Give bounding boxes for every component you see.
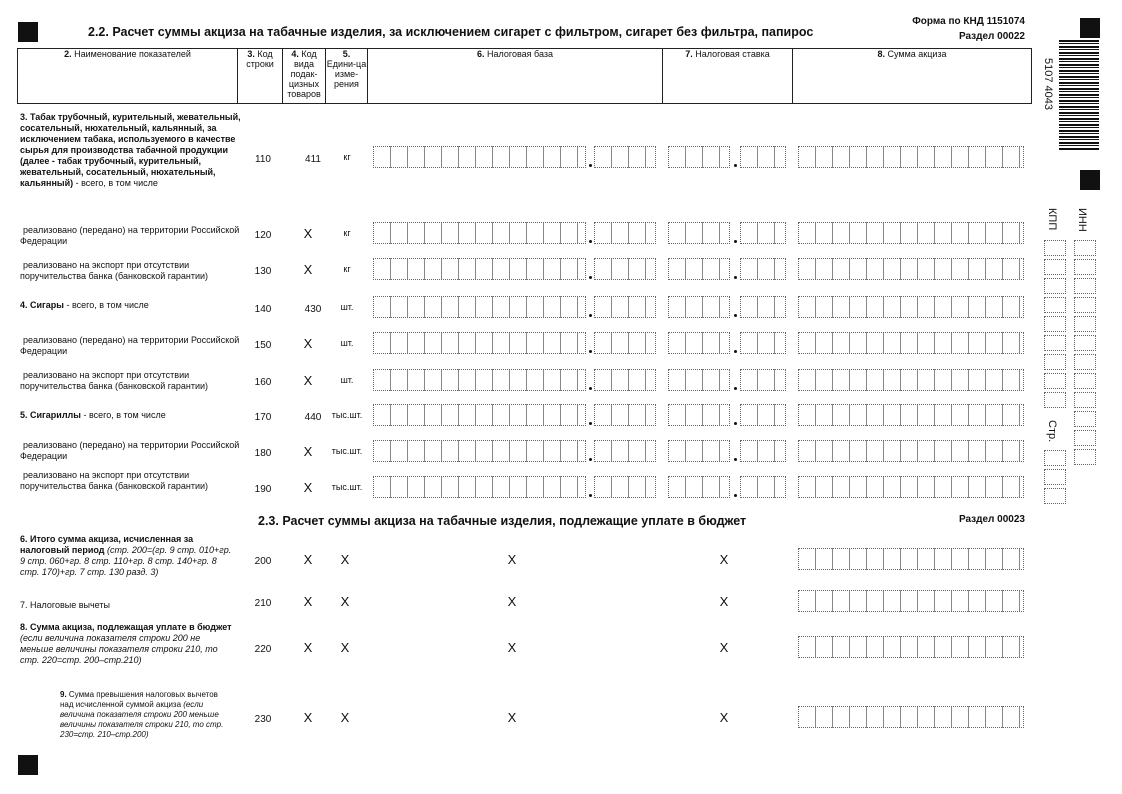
excise-sum-field[interactable] (798, 146, 1024, 168)
x-mark: X (507, 594, 517, 609)
tax-base-field[interactable] (373, 146, 586, 168)
section-23-title: 2.3. Расчет суммы акциза на табачные изделия, подлежащие уплате в бюджет (258, 514, 747, 528)
inn-digit-box[interactable] (1074, 278, 1096, 294)
inn-digit-box[interactable] (1074, 354, 1096, 370)
row-code: 200 (254, 556, 272, 567)
inn-digit-box[interactable] (1074, 411, 1096, 427)
row-label: реализовано (передано) на территории Российской Федерации (20, 335, 240, 356)
tax-rate-fraction-field[interactable] (740, 404, 786, 426)
unit-of-measure: тыс.шт. (331, 446, 363, 456)
row-label: 7. Налоговые вычеты (20, 600, 110, 610)
row-label: 9. Сумма превышения налоговых вычетов над исчисленной суммой акциза (если величина показателя строки 200 меньше величины показателя строки 210, то стр. 230=стр. 210–стр.200) (60, 690, 224, 739)
tax-base-fraction-field[interactable] (594, 258, 656, 280)
x-mark: X (719, 710, 729, 725)
tax-base-fraction-field[interactable] (594, 296, 656, 318)
kpp-digit-box[interactable] (1044, 335, 1066, 351)
row-label: 5. Сигариллы - всего, в том числе (20, 410, 166, 420)
header-col-rate: 7. Налоговая ставка (662, 48, 793, 104)
tax-rate-fraction-field[interactable] (740, 222, 786, 244)
decimal-point (734, 240, 737, 243)
kpp-digit-box[interactable] (1044, 278, 1066, 294)
x-mark: X (340, 710, 350, 725)
row-label: реализовано на экспорт при отсутствии поручительства банка (банковской гарантии) (20, 370, 209, 391)
tax-rate-fraction-field[interactable] (740, 146, 786, 168)
inn-digit-box[interactable] (1074, 259, 1096, 275)
tax-base-fraction-field[interactable] (594, 476, 656, 498)
decimal-point (734, 350, 737, 353)
excise-sum-field[interactable] (798, 476, 1024, 498)
unit-of-measure: шт. (340, 302, 354, 312)
product-type-code: 411 (305, 154, 321, 165)
x-mark: X (340, 640, 350, 655)
barcode (1059, 40, 1099, 150)
tax-base-fraction-field[interactable] (594, 404, 656, 426)
product-type-code: 430 (304, 304, 322, 315)
tax-base-field[interactable] (373, 296, 586, 318)
kpp-digit-box[interactable] (1044, 354, 1066, 370)
excise-sum-field[interactable] (798, 296, 1024, 318)
section-22-code: Раздел 00022 (958, 31, 1025, 42)
x-mark: X (719, 552, 729, 567)
tax-rate-field[interactable] (668, 369, 730, 391)
row-code: 180 (254, 448, 272, 459)
inn-digit-box[interactable] (1074, 392, 1096, 408)
decimal-point (589, 314, 592, 317)
row-code: 170 (254, 412, 272, 423)
decimal-point (589, 350, 592, 353)
header-col-code: 3. Код строки (237, 48, 283, 104)
inn-digit-box[interactable] (1074, 373, 1096, 389)
decimal-point (589, 164, 592, 167)
form-code: Форма по КНД 1151074 (912, 16, 1025, 27)
row-code: 190 (254, 484, 272, 495)
tax-rate-field[interactable] (668, 222, 730, 244)
registration-mark-right (1080, 170, 1100, 190)
x-mark: X (303, 552, 313, 567)
decimal-point (734, 164, 737, 167)
tax-base-fraction-field[interactable] (594, 332, 656, 354)
decimal-point (589, 494, 592, 497)
decimal-point (589, 240, 592, 243)
tax-base-field[interactable] (373, 369, 586, 391)
excise-sum-field[interactable] (798, 590, 1024, 612)
header-col-name: 2. Наименование показателей (17, 48, 238, 104)
page-digit-box[interactable] (1044, 488, 1066, 504)
unit-of-measure: тыс.шт. (331, 482, 363, 492)
page-label: Стр. (1046, 420, 1058, 443)
decimal-point (589, 458, 592, 461)
decimal-point (734, 458, 737, 461)
tax-rate-fraction-field[interactable] (740, 258, 786, 280)
unit-of-measure: кг (343, 152, 351, 162)
tax-rate-field[interactable] (668, 404, 730, 426)
x-mark: X (507, 710, 517, 725)
x-mark: X (340, 552, 350, 567)
page-digit-box[interactable] (1044, 450, 1066, 466)
decimal-point (734, 314, 737, 317)
decimal-point (589, 422, 592, 425)
tax-base-fraction-field[interactable] (594, 440, 656, 462)
tax-rate-field[interactable] (668, 258, 730, 280)
unit-of-measure: кг (343, 264, 351, 274)
x-mark: X (303, 262, 313, 277)
excise-sum-field[interactable] (798, 332, 1024, 354)
row-code: 150 (254, 340, 272, 351)
excise-sum-field[interactable] (798, 440, 1024, 462)
x-mark: X (719, 594, 729, 609)
registration-mark-top-left (18, 22, 38, 42)
inn-digit-box[interactable] (1074, 430, 1096, 446)
tax-rate-fraction-field[interactable] (740, 369, 786, 391)
header-col-type: 4. Код вида подак-цизных товаров (282, 48, 326, 104)
inn-digit-box[interactable] (1074, 316, 1096, 332)
tax-rate-fraction-field[interactable] (740, 332, 786, 354)
decimal-point (734, 422, 737, 425)
tax-rate-field[interactable] (668, 146, 730, 168)
tax-rate-fraction-field[interactable] (740, 440, 786, 462)
kpp-digit-box[interactable] (1044, 316, 1066, 332)
row-code: 120 (254, 230, 272, 241)
inn-digit-box[interactable] (1074, 297, 1096, 313)
excise-sum-field[interactable] (798, 222, 1024, 244)
x-mark: X (303, 373, 313, 388)
tax-base-field[interactable] (373, 258, 586, 280)
decimal-point (589, 387, 592, 390)
tax-base-field[interactable] (373, 476, 586, 498)
decimal-point (734, 276, 737, 279)
inn-digit-box[interactable] (1074, 335, 1096, 351)
kpp-digit-box[interactable] (1044, 259, 1066, 275)
tax-rate-fraction-field[interactable] (740, 296, 786, 318)
unit-of-measure: шт. (340, 375, 354, 385)
x-mark: X (303, 710, 313, 725)
excise-sum-field[interactable] (798, 706, 1024, 728)
row-code: 230 (254, 714, 272, 725)
excise-sum-field[interactable] (798, 636, 1024, 658)
x-mark: X (303, 336, 313, 351)
inn-digit-box[interactable] (1074, 449, 1096, 465)
barcode-number: 5107 4043 (1042, 58, 1054, 110)
row-label: 4. Сигары - всего, в том числе (20, 300, 149, 310)
page-digit-box[interactable] (1044, 469, 1066, 485)
tax-rate-field[interactable] (668, 440, 730, 462)
unit-of-measure: шт. (340, 338, 354, 348)
tax-base-field[interactable] (373, 440, 586, 462)
row-code: 140 (254, 304, 272, 315)
excise-sum-field[interactable] (798, 404, 1024, 426)
decimal-point (734, 494, 737, 497)
row-label: реализовано (передано) на территории Российской Федерации (20, 225, 240, 246)
x-mark: X (719, 640, 729, 655)
product-type-code: 440 (304, 412, 322, 423)
row-code: 160 (254, 377, 272, 388)
section-22-title: 2.2. Расчет суммы акциза на табачные изделия, за исключением сигарет с фильтром, сигарет без фильтра, папирос (88, 25, 814, 39)
unit-of-measure: кг (343, 228, 351, 238)
tax-base-field[interactable] (373, 222, 586, 244)
inn-label: ИНН (1076, 208, 1088, 232)
tax-base-fraction-field[interactable] (594, 369, 656, 391)
tax-base-field[interactable] (373, 332, 586, 354)
kpp-label: КПП (1046, 208, 1058, 231)
decimal-point (589, 276, 592, 279)
excise-sum-field[interactable] (798, 548, 1024, 570)
registration-mark-top-right (1080, 18, 1100, 38)
tax-rate-fraction-field[interactable] (740, 476, 786, 498)
section-23-code: Раздел 00023 (958, 514, 1025, 525)
row-label: 8. Сумма акциза, подлежащая уплате в бюджет (если величина показателя строки 200 не меньше величины показателя строки 210, то стр. 220=стр. 200–стр.210) (20, 622, 232, 665)
x-mark: X (303, 480, 313, 495)
x-mark: X (303, 594, 313, 609)
excise-sum-field[interactable] (798, 258, 1024, 280)
kpp-digit-box[interactable] (1044, 240, 1066, 256)
x-mark: X (340, 594, 350, 609)
row-label: 3. Табак трубочный, курительный, жевательный, сосательный, нюхательный, кальянный, за исключением табака, используемого в качестве сырья для производства табачной продукции (далее - табак трубочный, курительный, жевательный, сосательный, нюхательный, кальянный) - всего, в том числе (20, 112, 241, 188)
decimal-point (734, 387, 737, 390)
x-mark: X (303, 640, 313, 655)
header-col-unit: 5. Едини-ца изме-рения (325, 48, 368, 104)
x-mark: X (507, 552, 517, 567)
tax-base-fraction-field[interactable] (594, 146, 656, 168)
kpp-digit-box[interactable] (1044, 297, 1066, 313)
excise-sum-field[interactable] (798, 369, 1024, 391)
tax-rate-field[interactable] (668, 332, 730, 354)
tax-rate-field[interactable] (668, 296, 730, 318)
row-code: 220 (254, 644, 272, 655)
kpp-digit-box[interactable] (1044, 373, 1066, 389)
row-label: реализовано (передано) на территории Российской Федерации (20, 440, 240, 461)
x-mark: X (303, 226, 313, 241)
tax-rate-field[interactable] (668, 476, 730, 498)
unit-of-measure: тыс.шт. (331, 410, 363, 420)
row-label: реализовано на экспорт при отсутствии поручительства банка (банковской гарантии) (20, 470, 209, 491)
row-code: 210 (254, 598, 272, 609)
header-col-base: 6. Налоговая база (367, 48, 663, 104)
x-mark: X (507, 640, 517, 655)
row-label: реализовано на экспорт при отсутствии поручительства банка (банковской гарантии) (20, 260, 209, 281)
row-label: 6. Итого сумма акциза, исчисленная за налоговый период (стр. 200=(гр. 9 стр. 010+гр. 9 стр. 060+гр. 8 стр. 110+гр. 8 стр. 140+гр. 8 стр. 170)+гр. 7 стр. 130 разд. 3) (20, 534, 232, 577)
row-code: 130 (254, 266, 272, 277)
tax-base-fraction-field[interactable] (594, 222, 656, 244)
header-col-sum: 8. Сумма акциза (792, 48, 1032, 104)
tax-base-field[interactable] (373, 404, 586, 426)
registration-mark-bottom-left (18, 755, 38, 775)
inn-digit-box[interactable] (1074, 240, 1096, 256)
x-mark: X (303, 444, 313, 459)
kpp-digit-box[interactable] (1044, 392, 1066, 408)
row-code: 110 (255, 154, 271, 165)
